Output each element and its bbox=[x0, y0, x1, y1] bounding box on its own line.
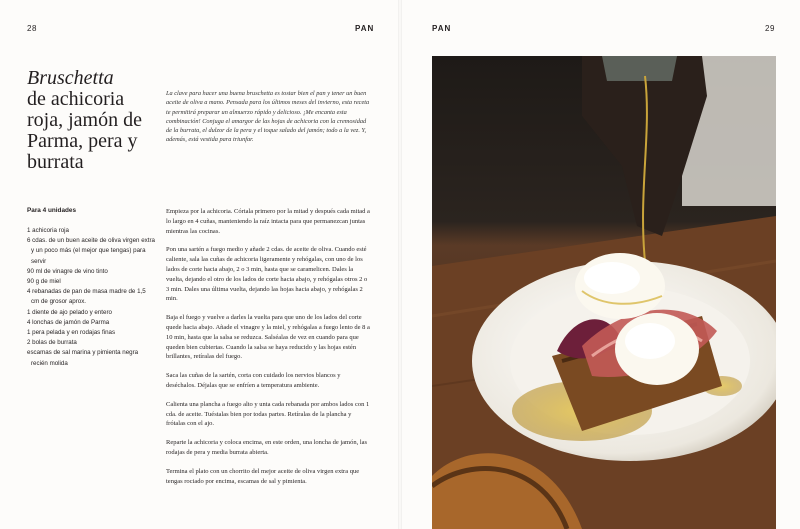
ingredient-item: 90 g de miel bbox=[27, 278, 61, 286]
page-number-left: 28 bbox=[27, 24, 37, 33]
method-step: Saca las cuñas de la sartén, corta con cuidado los nervios blancos y deséchalos. Déjalas que se enfríen a temperatura ambiente. bbox=[166, 372, 341, 389]
page-number-right: 29 bbox=[765, 24, 775, 33]
recipe-title-rest: de achicoria roja, jamón de Parma, pera y burrata bbox=[27, 88, 142, 173]
method-step: Reparte la achicoria y coloca encima, en este orden, una loncha de jamón, las rodajas de pera y media burrata abierta. bbox=[166, 439, 368, 456]
ingredient-item: 4 rebanadas de pan de masa madre de 1,5 cm de grosor aprox. bbox=[27, 288, 146, 306]
dish-photo bbox=[432, 56, 776, 529]
ingredient-item: 1 pera pelada y en rodajas finas bbox=[27, 329, 116, 337]
running-head-left: PAN bbox=[355, 24, 375, 33]
running-head-right: PAN bbox=[432, 24, 452, 33]
method-step: Termina el plato con un chorrito del mejor aceite de oliva virgen extra que tengas rociado por encima, escamas de sal y pimienta. bbox=[166, 467, 360, 485]
ingredient-item: escamas de sal marina y pimienta negra recién molida bbox=[27, 349, 139, 367]
recipe-title-italic: Bruschetta bbox=[27, 67, 114, 89]
ingredient-item: 1 diente de ajo pelado y entero bbox=[27, 308, 112, 316]
ingredient-item: 90 ml de vinagre de vino tinto bbox=[27, 267, 108, 275]
method-step: Empieza por la achicoria. Córtala primero por la mitad y después cada mitad a lo largo en 4 cuñas, manteniendo la raíz intacta para que permanezcan juntas mientras las cocinas. bbox=[166, 208, 370, 235]
ingredient-item: 1 achicoria roja bbox=[27, 227, 69, 234]
method-step: Pon una sartén a fuego medio y añade 2 cdas. de aceite de oliva. Cuando esté caliente, sala las cuñas de achicoria ligeramente y rehógalas, con uno de los lados de corte hacia abajo, 2 o 3 min, hasta que se caramelicen. Dales la vuelta, dejando el otro de los lados de corte hacia abajo, y rehógalas otros 2 o 3 min. Dales una última vuelta, dejando las hojas hacia abajo, y rehógalas 2 min. bbox=[166, 246, 368, 303]
recipe-title bbox=[27, 68, 147, 173]
servings-heading: Para 4 unidades bbox=[27, 207, 77, 214]
method-steps bbox=[166, 207, 371, 495]
ingredient-item: 4 lonchas de jamón de Parma bbox=[27, 318, 110, 326]
book-gutter bbox=[398, 0, 402, 529]
ingredient-list bbox=[27, 226, 155, 369]
ingredient-item: 6 cdas. de un buen aceite de oliva virgen extra y un poco más (el mejor que tengas) para servir bbox=[27, 237, 155, 265]
method-step: Calienta una plancha a fuego alto y unta cada rebanada por ambos lados con 1 cda. de aceite. Tuéstalas bien por todas partes. Retíralas de la plancha y frótalas con el ajo. bbox=[166, 400, 370, 428]
recipe-intro: La clave para hacer una buena bruschetta es tostar bien el pan y tener un buen aceite de oliva a mano. Pensada para los últimos meses del invierno, esta receta te permitirá preparar un almuerzo rápido y delicioso. ¡Me encanta esta combinación! Conjuga el amargor de las hojas de achicoria con la cremosidad de la burrata, el dulzor de la pera y el toque salado del jamón; todo a la vez. Y, además, está vestida para triunfar. bbox=[166, 90, 370, 144]
ingredient-item: 2 bolas de burrata bbox=[27, 339, 77, 347]
method-step: Baja el fuego y vuelve a darles la vuelta para que uno de los lados del corte quede hacia abajo. Añade el vinagre y la miel, y rehógalas a fuego lento de 8 a 10 min, hasta que la salsa se reduzca. Salséalas de vez en cuando para que queden bien cubiertas. Cuando la salsa se haya reducido y las hojas estén brillantes, retíralas del fuego. bbox=[166, 314, 370, 361]
